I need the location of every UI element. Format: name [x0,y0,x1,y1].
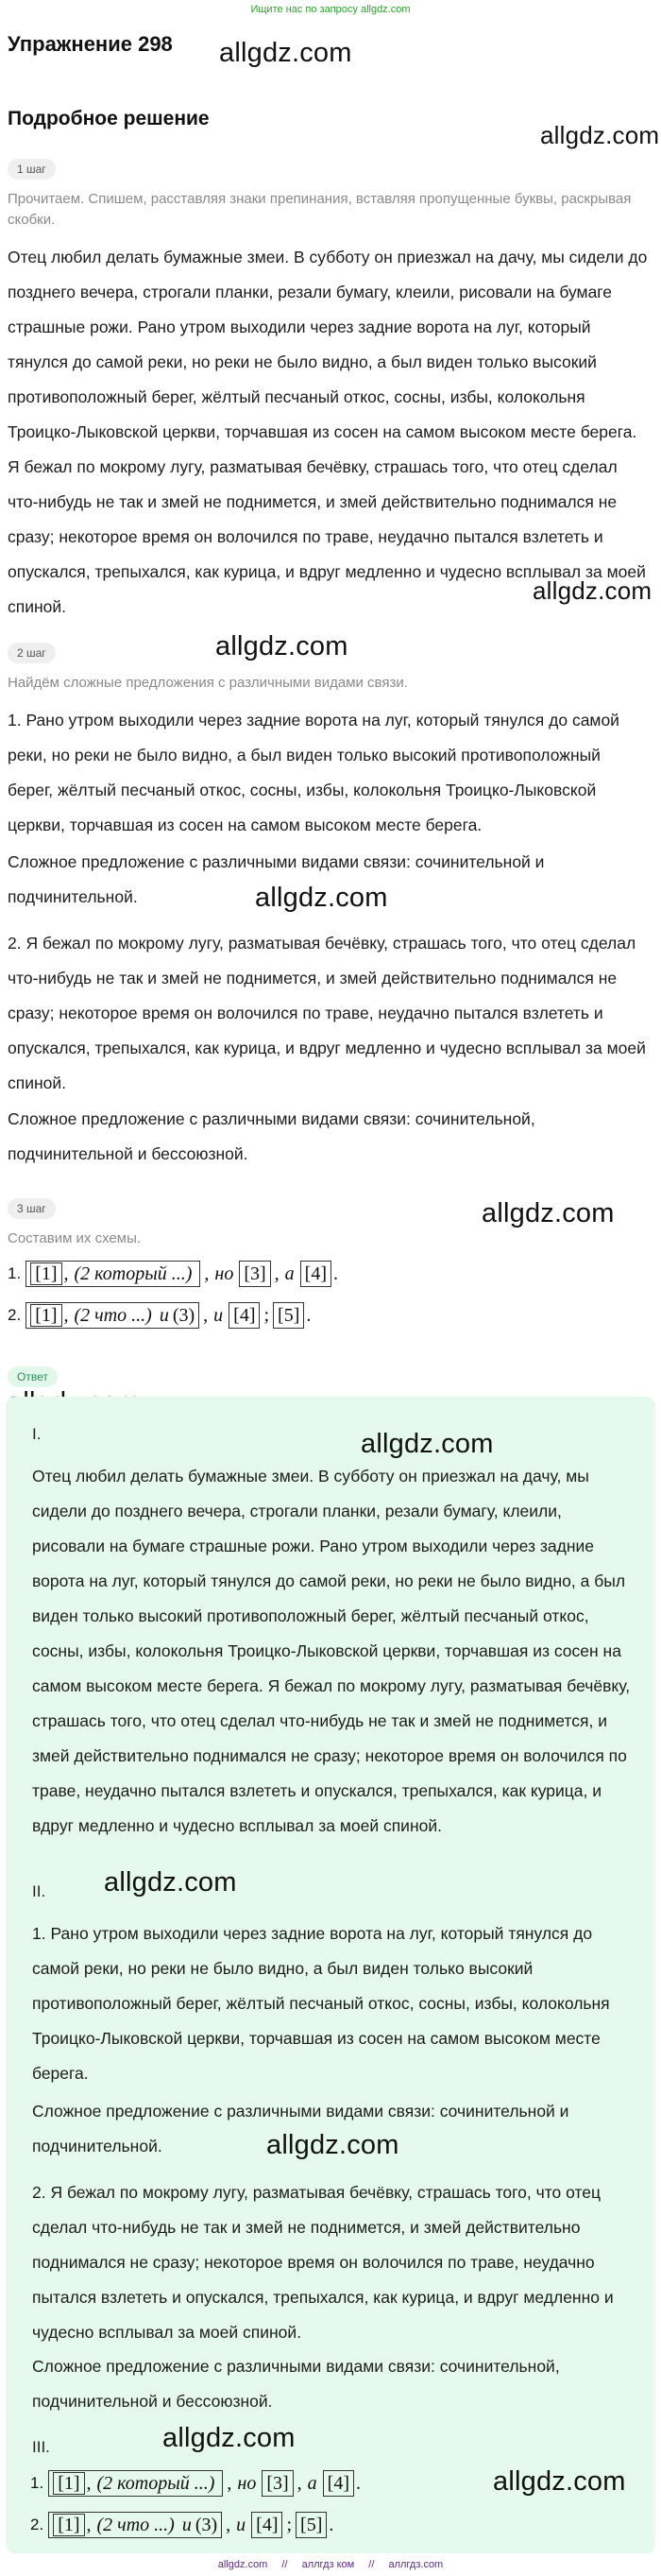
footer-link[interactable]: аллгдз.com [388,2559,444,2570]
watermark: allgdz.com [104,1867,237,1898]
scheme-number: 2. [8,1306,22,1324]
scheme-conj: и [213,1304,224,1326]
answer-sentence-2: 2. Я бежал по мокрому лугу, разматывая бечёвку, страшась того, что отец сделал что-нибудь не так и змей не поднимется, и змей действительно поднимался не сразу; некоторое время он волочился по траве, неудачно пытался взлететь и опускался, трепыхался, как курица, и вдруг медленно и чудесно всплывал за моей спиной. [32,2183,614,2342]
scheme-end: . [333,1262,338,1284]
scheme-box: [4] [323,2470,354,2497]
scheme-box: [1] , (2 что ...) и (3) [48,2512,222,2538]
watermark: allgdz.com [482,1198,615,1228]
watermark: allgdz.com [162,2423,296,2453]
scheme-part: [1] [53,2472,84,2495]
section-title: Подробное решение [8,108,210,129]
scheme-box: [4] [251,2512,282,2538]
footer-link[interactable]: allgdz.com [217,2559,268,2570]
answer-part-1-label: I. [32,1425,42,1443]
scheme-1: 1. [1] , (2 который ...) , но [3] , а [4] . [8,1261,338,1287]
scheme-box: [1] , (2 который ...) [25,1261,200,1287]
answer-scheme-2: 2. [1] , (2 что ...) и (3) , и [4] ; [5] . [30,2512,333,2538]
page-title: Упражнение 298 [8,32,173,56]
scheme-conj: но [237,2472,257,2494]
watermark: allgdz.com [493,2466,626,2497]
scheme-number: 2. [30,2516,44,2533]
scheme-semicolon: ; [263,1304,270,1326]
sentence-1: 1. Рано утром выходили через задние ворота на луг, который тянулся до самой реки, но реки не было видно, а был виден только высокий противоположный берег, жёлтый песчаный откос, сосны, избы, колокольня Троицко-Лыковской церкви, торчавшая из сосен на самом высоком месте берега. [8,711,619,834]
answer-sentence-1-conclusion: Сложное предложение с различными видами связи: сочинительной и подчинительной. [32,2102,569,2155]
watermark: allgdz.com [219,38,352,68]
step-text: Отец любил делать бумажные змеи. В субботу он приезжал на дачу, мы сидели до позднего вечера, строгали планки, резали бумагу, клеили, рисовали на бумаге страшные рожи. Рано утром выходили через задние ворота на луг, который тянулся до самой реки, но реки не было видно, а был виден только высокий противоположный берег, жёлтый песчаный откос, сосны, избы, колокольня Троицко-Лыковской церкви, торчавшая из сосен на самом высоком месте берега. Я бежал по мокрому лугу, разматывая бечёвку, страшась того, что отец сделал что-нибудь не так и змей не поднимется, и змей действительно поднимался не сразу; некоторое время он волочился по траве, неудачно пытался взлететь и опускался, трепыхался, как курица, и вдруг медленно и чудесно всплывал за моей спиной. [8,248,648,616]
scheme-number: 1. [8,1264,22,1282]
scheme-box: [5] [273,1302,304,1329]
answer-sentence-2-conclusion: Сложное предложение с различными видами связи: сочинительной, подчинительной и бессоюзной. [32,2357,560,2411]
scheme-conj: и [236,2514,246,2535]
scheme-part: (3) [172,1305,195,1326]
footer-separator: // [368,2559,375,2570]
sentence-1-conclusion: Сложное предложение с различными видами связи: сочинительной и подчинительной. [8,852,545,906]
scheme-conj: и [159,1305,169,1326]
scheme-conj: но [214,1262,234,1284]
answer-part-2-label: II. [32,1882,46,1900]
footer [0,2553,661,2576]
scheme-box: [3] [239,1261,270,1287]
scheme-part: (2 что ...) [74,1305,152,1326]
footer-separator: // [281,2559,288,2570]
scheme-conj: а [307,2472,317,2494]
step-hint: Составим их схемы. [8,1230,142,1246]
scheme-box: [5] [296,2512,327,2538]
step-badge: 2 шаг [8,643,56,663]
scheme-semicolon: ; [286,2514,293,2535]
watermark: allgdz.com [255,883,388,913]
answer-badge: Ответ [8,1366,58,1387]
scheme-box: [3] [262,2470,293,2497]
step-badge: 3 шаг [8,1198,56,1219]
watermark: allgdz.com [215,631,348,661]
answer-part-3-label: III. [32,2438,50,2456]
scheme-conj: а [284,1262,295,1284]
scheme-part: (3) [195,2515,218,2535]
scheme-conj: и [181,2515,192,2535]
scheme-part: [1] [30,1262,61,1285]
scheme-part: (2 что ...) [96,2515,175,2535]
step-hint: Прочитаем. Спишем, расставляя знаки препинания, вставляя пропущенные буквы, раскрывая скобки. [8,191,632,228]
scheme-box: [4] [300,1261,331,1287]
scheme-part: (2 который ...) [74,1263,193,1284]
scheme-end: . [306,1304,312,1326]
sentence-2: 2. Я бежал по мокрому лугу, разматывая бечёвку, страшась того, что отец сделал что-нибудь не так и змей не поднимется, и змей действительно поднимался не сразу; некоторое время он волочился по траве, неудачно пытался взлететь и опускался, трепыхался, как курица, и вдруг медленно и чудесно всплывал за моей спиной. [8,934,646,1092]
top-search-link[interactable]: Ищите нас по запросу allgdz.com [250,4,411,15]
scheme-end: . [356,2472,361,2494]
scheme-end: . [329,2514,334,2535]
scheme-part: (2 который ...) [96,2473,215,2494]
sentence-2-conclusion: Сложное предложение с различными видами связи: сочинительной, подчинительной и бессоюзной. [8,1109,535,1163]
footer-link[interactable]: аллгдз ком [301,2559,355,2570]
scheme-part: [1] [30,1304,61,1327]
scheme-box: [4] [229,1302,260,1329]
answer-sentence-1: 1. Рано утром выходили через задние ворота на луг, который тянулся до самой реки, но реки не было видно, а был виден только высокий противоположный берег, жёлтый песчаный откос, сосны, избы, колокольня Троицко-Лыковской церкви, торчавшая из сосен на самом высоком месте берега. [32,1924,610,2083]
scheme-box: [1] , (2 который ...) [48,2470,223,2497]
scheme-part: [1] [53,2514,84,2536]
watermark: allgdz.com [540,121,660,149]
step-hint: Найдём сложные предложения с различными видами связи. [8,675,408,691]
answer-scheme-1: 1. [1] , (2 который ...) , но [3] , а [4] . [30,2470,361,2497]
watermark: allgdz.com [361,1429,494,1459]
watermark: allgdz.com [533,576,653,605]
step-badge: 1 шаг [8,159,56,180]
answer-text: Отец любил делать бумажные змеи. В субботу он приезжал на дачу, мы сидели до позднего вечера, строгали планки, резали бумагу, клеили, рисовали на бумаге страшные рожи. Рано утром выходили через задние ворота на луг, который тянулся до самой реки, но реки не было видно, а был виден только высокий противоположный берег, жёлтый песчаный откос, сосны, избы, колокольня Троицко-Лыковской церкви, торчавшая из сосен на самом высоком месте берега. Я бежал по мокрому лугу, разматывая бечёвку, страшась того, что отец сделал что-нибудь не так и змей не поднимется, и змей действительно поднимался не сразу; некоторое время он волочился по траве, неудачно пытался взлететь и опускался, трепыхался, как курица, и вдруг медленно и чудесно всплывал за моей спиной. [32,1467,631,1835]
scheme-box: [1] , (2 что ...) и (3) [25,1302,199,1329]
watermark: allgdz.com [266,2130,399,2160]
scheme-2: 2. [1] , (2 что ...) и (3) , и [4] ; [5] . [8,1302,311,1329]
scheme-number: 1. [30,2474,44,2492]
